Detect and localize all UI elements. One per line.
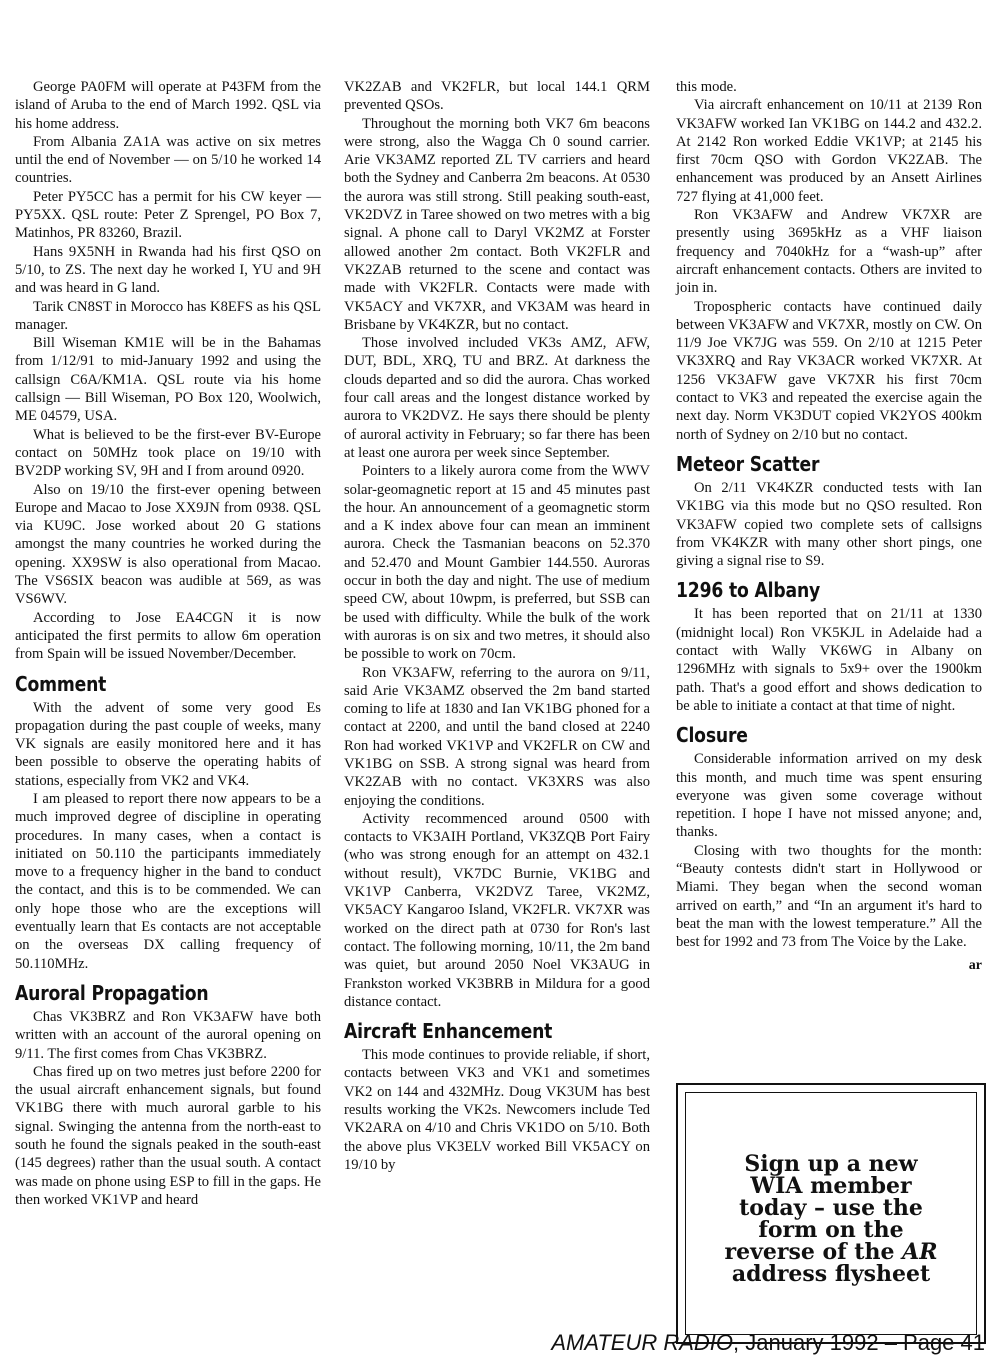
signoff-mark: ar [968,958,982,974]
paragraph: Ron VK3AFW, referring to the aurora on 9/11, said Arie VK3AMZ observed the 2m band started coming to life at 1830 and Ian VK1BG phoned for a contact at 2200, and until the band closed at 2240 Ron had worked VK1VP and VK2FLR on CW and VK1BG on SSB. A strong signal was heard from VK2ZAB with no contact. VK3XRS was also enjoying the conditions. [344,664,650,809]
paragraph: Tropospheric contacts have continued daily between VK3AFW and VK7XR, mostly on CW. On 11/9 Joe VK7JG was 559. On 2/10 at 1215 Peter VK3XRQ and Ray VK3ACR worked VK7XR. At 1256 VK3AFW gave VK7XR his first 70cm contact to VK3 and repeated the exercise again the next day. Norm VK3DUT copied VK2YOS 400km north of Sydney on 2/10 but no contact. [676,298,982,443]
column-3 [676,78,982,976]
paragraph: Throughout the morning both VK7 6m beacons were strong, also the Wagga Ch 0 sound carrier. Arie VK3AMZ reported ZL TV carriers and heard both the Sydney and Canberra 2m beacons. At 0530 the aurora was still strong. Still peaking south-east, VK2DVZ in Taree showed on two metres with a big signal. A phone call to Daryl VK2MZ at Forster allowed another 2m contact. Both VK2FLR and VK2ZAB returned to the scene and contact was made with VK2FLR. Contacts were made with VK5ACY and VK7XR, and VK3AM was heard in Brisbane by VK4KZR, but no contact. [344,115,650,333]
paragraph: What is believed to be the first-ever BV-Europe contact on 50MHz took place on 19/10 with BV2DP working SV, 9H and I from around 0920. [15,426,321,480]
page-footer [551,1330,985,1356]
magazine-name: AMATEUR RADIO [551,1330,734,1355]
paragraph: Pointers to a likely aurora come from the WWV solar-geomagnetic report at 15 and 45 minutes past the hour. An announcement of a geomagnetic storm and a K index above four can mean an imminent aurora. Check the Tasmanian beacons on 52.370 and 52.470 and Mount Gambier 144.550. Auroras occur in both the day and night. The use of medium speed CW, about 10wpm, is preferred, but SSB can be used with difficulty. While the bulk of the work with auroras is on six and two metres, it should also be possible to work on 70cm. [344,463,650,663]
promo-line-text: reverse of the [724,1238,903,1265]
paragraph: According to Jose EA4CGN it is now anticipated the first permits to allow 6m operation from Spain will be issued November/December. [15,609,321,663]
paragraph: From Albania ZA1A was active on six metres until the end of November — on 5/10 he worked 14 countries. [15,133,321,187]
paragraph: On 2/11 VK4KZR conducted tests with Ian VK1BG via this mode but no QSO resulted. Ron VK3AFW copied two complete sets of callsigns from VK4KZR with many other short pings, one giving a signal rise to S9. [676,479,982,570]
paragraph: This mode continues to provide reliable, if short, contacts between VK3 and VK1 and sometimes VK2 on 144 and 432MHz. Doug VK3UM has best results working the VK2s. Newcomers include Ted VK2ARA on 4/10 and Chris VK1DO on 5/10. Both the above plus VK3ELV worked Bill VK5ACY on 19/10 by [344,1047,650,1173]
paragraph: Chas fired up on two metres just before 2200 for the usual aircraft enhancement signals, but found VK1BG there with much auroral garble to his signal. Swinging the antenna from the north-east to south he found the signals peaked in the south-east (145 degrees) rather than the usual south. A contact was made on phone using ESP to fill in the gaps. He then worked VK1VP and heard [15,1063,321,1208]
paragraph: Tarik CN8ST in Morocco has K8EFS as his QSL manager. [15,298,321,333]
promo-ar-emphasis: AR [902,1238,938,1265]
section-heading-auroral-propagation: Auroral Propagation [15,980,209,1005]
paragraph: I am pleased to report there now appears to be a much improved degree of discipline in operating procedures. In many cases, when a contact is initiated on 50.110 the participants immediately move to a frequency higher in the band to conduct the contact, and this is to be commended. We can only hope those who are the exceptions will eventually learn that Es contacts are not acceptable on the overseas DX calling frequency of 50.110MHz. [15,790,321,972]
paragraph: With the advent of some very good Es propagation during the past couple of weeks, many VK signals are easily monitored here and it has been possible to observe the operating habits of stations, especially from VK2 and VK4. [15,699,321,789]
section-heading-meteor-scatter: Meteor Scatter [676,451,820,476]
section-heading-1296-to-albany: 1296 to Albany [676,578,821,603]
promo-line: today – use the [739,1194,923,1221]
issue-and-page: , January 1992 – Page 41 [733,1330,985,1355]
section-heading-closure: Closure [676,723,748,748]
column-2 [344,78,650,1174]
paragraph: Considerable information arrived on my desk this month, and much time was spent ensuring everyone was given some coverage without repetition. I hope I have not missed anyone; and, thanks. [676,751,982,841]
paragraph: VK2ZAB and VK2FLR, but local 144.1 QRM prevented QSOs. [344,79,650,114]
paragraph: Hans 9X5NH in Rwanda had his first QSO on 5/10, to ZS. The next day he worked I, YU and 9H and was heard in G land. [15,243,321,297]
paragraph: Activity recommenced around 0500 with contacts to VK3AIH Portland, VK3ZQB Port Fairy (who was strong enough for an attempt on 432.1 without result), VK7DC Burnie, VK1BG and VK1VP Canberra, VK2DVZ Taree, VK2MZ, VK5ACY Kangaroo Island, VK2FLR. VK7XR was worked on the direct path at 0730 for Ron's last contact. The following morning, 10/11, the 2m band was quiet, but around 2050 Noel VK3AUG in Frankston worked VK3BRB in Mildura for a good distance contact. [344,810,650,1010]
promo-line: form on the [758,1216,904,1243]
paragraph: Ron VK3AFW and Andrew VK7XR are presently using 3695kHz as a VHF liaison frequency and 7040kHz for a “wash-up” after aircraft enhancement contacts. Others are invited to join in. [676,207,982,297]
paragraph: Bill Wiseman KM1E will be in the Bahamas from 1/12/91 to mid-January 1992 and using the callsign C6A/KM1A. QSL route via his home callsign — Bill Wiseman, PO Box 120, Woolwich, ME 04579, USA. [15,335,321,425]
promo-line: WIA member [750,1172,912,1199]
section-heading-comment: Comment [15,671,107,696]
promo-text [721,1150,941,1287]
promo-line: Sign up a new [744,1150,918,1177]
promo-line: address flysheet [731,1260,931,1287]
wia-promo-box [676,1083,986,1344]
paragraph: Chas VK3BRZ and Ron VK3AFW have both written with an account of the auroral opening on 9/11. The first comes from Chas VK3BRZ. [15,1008,321,1062]
section-heading-aircraft-enhancement: Aircraft Enhancement [344,1019,553,1044]
paragraph: George PA0FM will operate at P43FM from the island of Aruba to the end of March 1992. QSL via his home address. [15,79,321,132]
column-1 [15,78,321,1209]
paragraph: It has been reported that on 21/11 at 1330 (midnight local) Ron VK5KJL in Adelaide had a contact with Wally VK6WG in Albany on 1296MHz with signals to 5x9+ over the 1900km path. That's a good effort and shows dedication to be able to initiate a contact at that time of night. [676,606,982,714]
paragraph: Via aircraft enhancement on 10/11 at 2139 Ron VK3AFW worked Ian VK1BG on 144.2 and 432.2. At 2142 Ron worked Eddie VK1VP; at 2145 his first 70cm QSO with Gordon VK2ZAB. The enhancement was produced by an Ansett Airlines 727 flying at 41,000 feet. [676,97,982,205]
paragraph: Peter PY5CC has a permit for his CW keyer — PY5XX. QSL route: Peter Z Sprengel, PO Box 7, Matinhos, PR 83260, Brazil. [15,188,321,242]
paragraph: Also on 19/10 the first-ever opening between Europe and Macao to Jose XX9JN from 0938. QSL via KU9C. Jose worked about 20 G stations amongst the many countries he worked during the opening. XX9SW is also operational from Macao. The VS6SIX beacon was audible at 569, as was VS6WV. [15,481,321,608]
paragraph: this mode. [676,79,737,95]
paragraph: Closing with two thoughts for the month: “Beauty contests didn't start in Hollywood or Miami. They began when the second woman arrived on earth,” and “In an argument it's hard to beat the man with the lowest temperature.” All the best for 1992 and 73 from The Voice by the Lake. [676,842,982,951]
paragraph: Those involved included VK3s AMZ, AFW, DUT, BDL, XRQ, TU and BRZ. At darkness the clouds departed and so did the aurora. Chas worked four call areas and the longest distance worked by aurora to VK2DVZ. He says there should be plenty of auroral activity in February; so far there has been at least one aurora per week since September. [344,335,650,461]
promo-inner-frame [685,1092,977,1335]
promo-line [721,1238,941,1265]
